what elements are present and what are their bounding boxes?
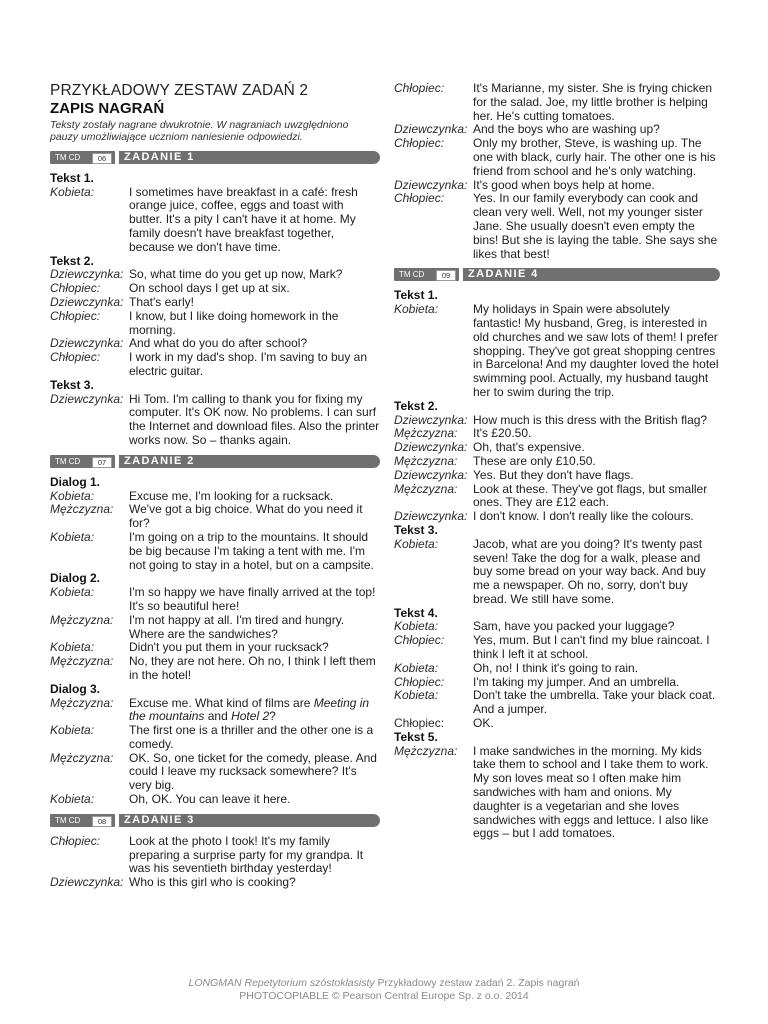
line-text: Yes, mum. But I can't find my blue raincoat. I think I left it at school. [473,633,710,662]
task-title: ZADANIE 3 [124,813,195,826]
section-heading: Tekst 2. [394,398,438,413]
dialogue-line [50,724,380,752]
speaker-label: Chłopiec: [50,308,101,323]
speaker-label: Chłopiec: [50,833,101,848]
speaker-label: Chłopiec: [394,674,445,689]
line-text: I'm going on a trip to the mountains. It should be big because I'm taking a tent with me. I'm not going to stay in a hotel, but on a campsite. [129,529,374,572]
dialogue-line [394,414,720,428]
dialogue-line [50,268,380,282]
speaker-label: Dziewczynka: [394,467,468,482]
cd-label: TM CD [55,815,81,825]
dialogue-line [394,510,720,524]
section-heading: Dialog 2. [50,571,101,586]
line-text: Jacob, what are you doing? It's twenty past seven! Take the dog for a walk, please and buy some bread on your way back. And buy me a newspaper. Oh no, sorry, don't buy bread. We still have some. [473,536,706,606]
line-text: OK. [473,716,494,731]
line-text: Yes. But they don't have flags. [473,467,634,482]
dialogue-line [394,137,720,178]
dialogue-line [394,676,720,690]
cd-label: TM CD [399,270,425,280]
speaker-label: Kobieta: [50,585,95,600]
text-part: and [204,709,232,724]
line-text: We've got a big choice. What do you need it for? [129,502,363,531]
dialogue-line [394,717,720,731]
speaker-label: Mężczyzna: [394,426,458,441]
dialogue-line [394,455,720,469]
cd-label-box [50,151,115,164]
speaker-label: Mężczyzna: [394,481,458,496]
line-text: Look at the photo I took! It's my family preparing a surprise party for my grandpa. It was his seventieth birthday yesterday! [129,833,364,876]
dialogue-line [50,503,380,531]
line-text: On school days I get up at six. [129,281,290,296]
cd-label-box [50,455,115,468]
dialogue-line [50,531,380,572]
speaker-label: Dziewczynka: [50,391,124,406]
task-title-bar [463,268,720,281]
dialogue-line [394,634,720,662]
right-column [394,82,720,841]
speaker-label: Dziewczynka: [50,336,124,351]
speaker-label: Dziewczynka: [50,267,124,282]
task-title-bar [119,814,380,827]
section-heading: Tekst 5. [394,729,438,744]
text-part: Excuse me. What kind of films are [129,695,314,710]
dialogue-line [50,490,380,504]
line-text: Oh, OK. You can leave it here. [129,792,291,807]
cd-label: TM CD [55,152,81,162]
dialogue-line [50,282,380,296]
speaker-label: Chłopiec: [394,716,445,731]
speaker-label: Chłopiec: [394,136,445,151]
cd-track-number: 08 [92,816,112,827]
cd-track-number: 07 [92,457,112,468]
line-text: The first one is a thriller and the other one is a comedy. [129,723,374,751]
line-text: It's Marianne, my sister. She is frying chicken for the salad. Joe, my little brother is helping her. He's cutting tomatoes. [473,81,713,123]
dialogue-line [50,614,380,642]
line-text: And what do you do after school? [129,336,308,351]
dialogue-line [50,752,380,793]
line-text: I'm taking my jumper. And an umbrella. [473,674,680,689]
speaker-label: Kobieta: [50,792,95,807]
speaker-label: Dziewczynka: [50,294,124,309]
line-text: I'm so happy we have finally arrived at the top! It's so beautiful here! [129,585,376,613]
speaker-label: Chłopiec: [50,281,101,296]
page-title: PRZYKŁADOWY ZESTAW ZADAŃ 2 [50,82,309,99]
speaker-label: Mężczyzna: [50,612,114,627]
line-text: Excuse me, I'm looking for a rucksack. [129,488,334,503]
cd-track-number: 09 [436,270,456,281]
footer-book-title: LONGMAN Repetytorium szóstoklasisty [188,977,375,989]
film-title: Meeting in the mountains [129,695,370,724]
tasks-left [50,150,380,890]
speaker-label: Mężczyzna: [394,743,458,758]
dialogue-line [50,586,380,614]
speaker-label: Kobieta: [50,529,95,544]
dialogue-line [50,337,380,351]
speaker-label: Kobieta: [50,488,95,503]
line-text: I don't know. I don't really like the colours. [473,509,694,524]
speaker-label: Chłopiec: [394,81,445,95]
dialogue-line [394,620,720,634]
line-text: Who is this girl who is cooking? [129,875,296,890]
task-header [50,150,380,165]
intro-note: Teksty zostały nagrane dwukrotnie. W nagraniach uwzględniono pauzy umożliwiające uczniom naniesienie odpowiedzi. [50,119,349,144]
dialogue-line [50,351,380,379]
section-heading: Tekst 4. [394,605,438,620]
dialogue-line [394,538,720,607]
speaker-label: Chłopiec: [394,633,445,648]
dialogue-line [50,655,380,683]
line-text: These are only £10.50. [473,453,596,468]
dialogue-line [394,483,720,511]
speaker-label: Dziewczynka: [394,509,468,524]
speaker-label: Kobieta: [394,619,439,634]
dialogue-line [50,393,380,448]
section-heading: Dialog 3. [50,681,101,696]
task-title: ZADANIE 2 [124,454,195,467]
section-heading: Tekst 1. [50,170,94,185]
dialogue-line [394,662,720,676]
line-text: OK. So, one ticket for the comedy, please. And could I leave my rucksack somewhere? It's very big. [129,750,377,793]
speaker-label: Mężczyzna: [394,453,458,468]
line-text: Don't take the umbrella. Take your black coat. And a jumper. [473,688,716,717]
speaker-label: Kobieta: [394,660,439,675]
cd-track-number: 06 [92,153,112,164]
dialogue-line [50,876,380,890]
dialogue-line [394,427,720,441]
dialogue-line [394,441,720,455]
page-footer [0,977,768,1003]
line-text: That's early! [129,294,194,309]
cd-label-box [394,268,459,281]
dialogue-line [394,192,720,261]
line-text: Oh, no! I think it's going to rain. [473,660,639,675]
dialogue-line [50,835,380,876]
dialogue-line [50,641,380,655]
line-text: Oh, that's expensive. [473,440,585,455]
speaker-label: Mężczyzna: [50,695,114,710]
line-text: Only my brother, Steve, is washing up. The one with black, curly hair. The other one is his friend from school and he's only watching. [473,136,716,178]
speaker-label: Chłopiec: [50,350,101,365]
line-text: It's good when boys help at home. [473,177,655,192]
line-text: My holidays in Spain were absolutely fantastic! My husband, Greg, is interested in old churches and we saw lots of them! I prefer shopping. They've got great shopping centres in Barcelona! And my daughter loved the hotel swimming pool. Actually, my husband taught her to swim during the trip. [473,302,719,399]
section-heading: Tekst 3. [50,377,94,392]
section-heading: Tekst 2. [50,253,94,268]
dialogue-line [394,303,720,400]
line-text [129,697,380,725]
dialogue-line [50,310,380,338]
speaker-label: Chłopiec: [394,191,445,206]
speaker-label: Dziewczynka: [394,177,468,192]
task-title-bar [119,455,380,468]
dialogue-line [394,469,720,483]
speaker-label: Dziewczynka: [394,440,468,455]
speaker-label: Kobieta: [50,723,95,738]
footer-copyright: PHOTOCOPIABLE © Pearson Central Europe Sp. z o.o. 2014 [239,990,529,1002]
line-text: Yes. In our family everybody can cook and clean very well. Well, not my younger sister Jane. She usually doesn't even empty the bins! But she is laying the table. She says she likes that best! [473,191,718,261]
section-heading: Tekst 3. [394,522,438,537]
line-text: And the boys who are washing up? [473,122,660,137]
film-title: Hotel 2 [231,709,270,724]
line-text: So, what time do you get up now, Mark? [129,267,343,282]
dialogue-line [394,179,720,193]
line-text: I know, but I like doing homework in the morning. [129,308,339,337]
cd-label: TM CD [55,456,81,466]
footer-line-1 [0,977,768,990]
task-header [50,454,380,469]
dialogue-line [394,689,720,717]
dialogue-line [50,296,380,310]
dialogue-line [50,793,380,807]
task-header [50,813,380,828]
line-text: How much is this dress with the British flag? [473,412,708,427]
dialogue-line [50,697,380,725]
tasks-right [394,82,720,841]
line-text: Look at these. They've got flags, but smaller ones. They are £12 each. [473,481,708,510]
speaker-label: Mężczyzna: [50,654,114,669]
speaker-label: Kobieta: [50,184,95,199]
left-column [50,82,380,890]
line-text: No, they are not here. Oh no, I think I left them in the hotel! [129,654,376,682]
line-text: Didn't you put them in your rucksack? [129,640,329,655]
line-text: I'm not happy at all. I'm tired and hungry. Where are the sandwiches? [129,612,345,641]
task-header [394,267,720,282]
section-heading: Dialog 1. [50,474,101,489]
dialogue-line [394,745,720,842]
page-subtitle: ZAPIS NAGRAŃ [50,100,165,117]
speaker-label: Kobieta: [394,688,439,703]
speaker-label: Dziewczynka: [394,122,468,137]
speaker-label: Mężczyzna: [50,502,114,517]
dialogue-line [50,186,380,255]
speaker-label: Kobieta: [50,640,95,655]
task-title: ZADANIE 4 [468,268,539,281]
dialogue-line [394,123,720,137]
line-text: It's £20.50. [473,426,532,441]
speaker-label: Kobieta: [394,302,439,317]
speaker-label: Dziewczynka: [50,875,124,890]
dialogue-line [394,82,720,123]
speaker-label: Dziewczynka: [394,412,468,427]
footer-doc-name: Przykładowy zestaw zadań 2. Zapis nagrań [374,977,580,989]
speaker-label: Kobieta: [394,536,439,551]
task-title: ZADANIE 1 [124,150,195,163]
task-title-bar [119,151,380,164]
line-text: Hi Tom. I'm calling to thank you for fixing my computer. It's OK now. No problems. I can surf the Internet and download files. Also the printer works now. So – thanks again. [129,391,380,447]
section-heading: Tekst 1. [394,288,438,303]
speaker-label: Mężczyzna: [50,750,114,765]
cd-label-box [50,814,115,827]
line-text: Sam, have you packed your luggage? [473,619,675,634]
line-text: I make sandwiches in the morning. My kids take them to school and I take them to work. My son loves meat so I often make him sandwiches with ham and onions. My daughter is a vegetarian and she loves sandwiches with eggs and lettuce. I also like eggs – but I add tomatoes. [473,743,709,841]
text-part: ? [269,709,276,724]
line-text: I sometimes have breakfast in a café: fresh orange juice, coffee, eggs and toast with butter. It's a pity I can't have it at home. My family doesn't have breakfast together, because we don't have time. [129,184,358,254]
line-text: I work in my dad's shop. I'm saving to buy an electric guitar. [129,350,368,378]
